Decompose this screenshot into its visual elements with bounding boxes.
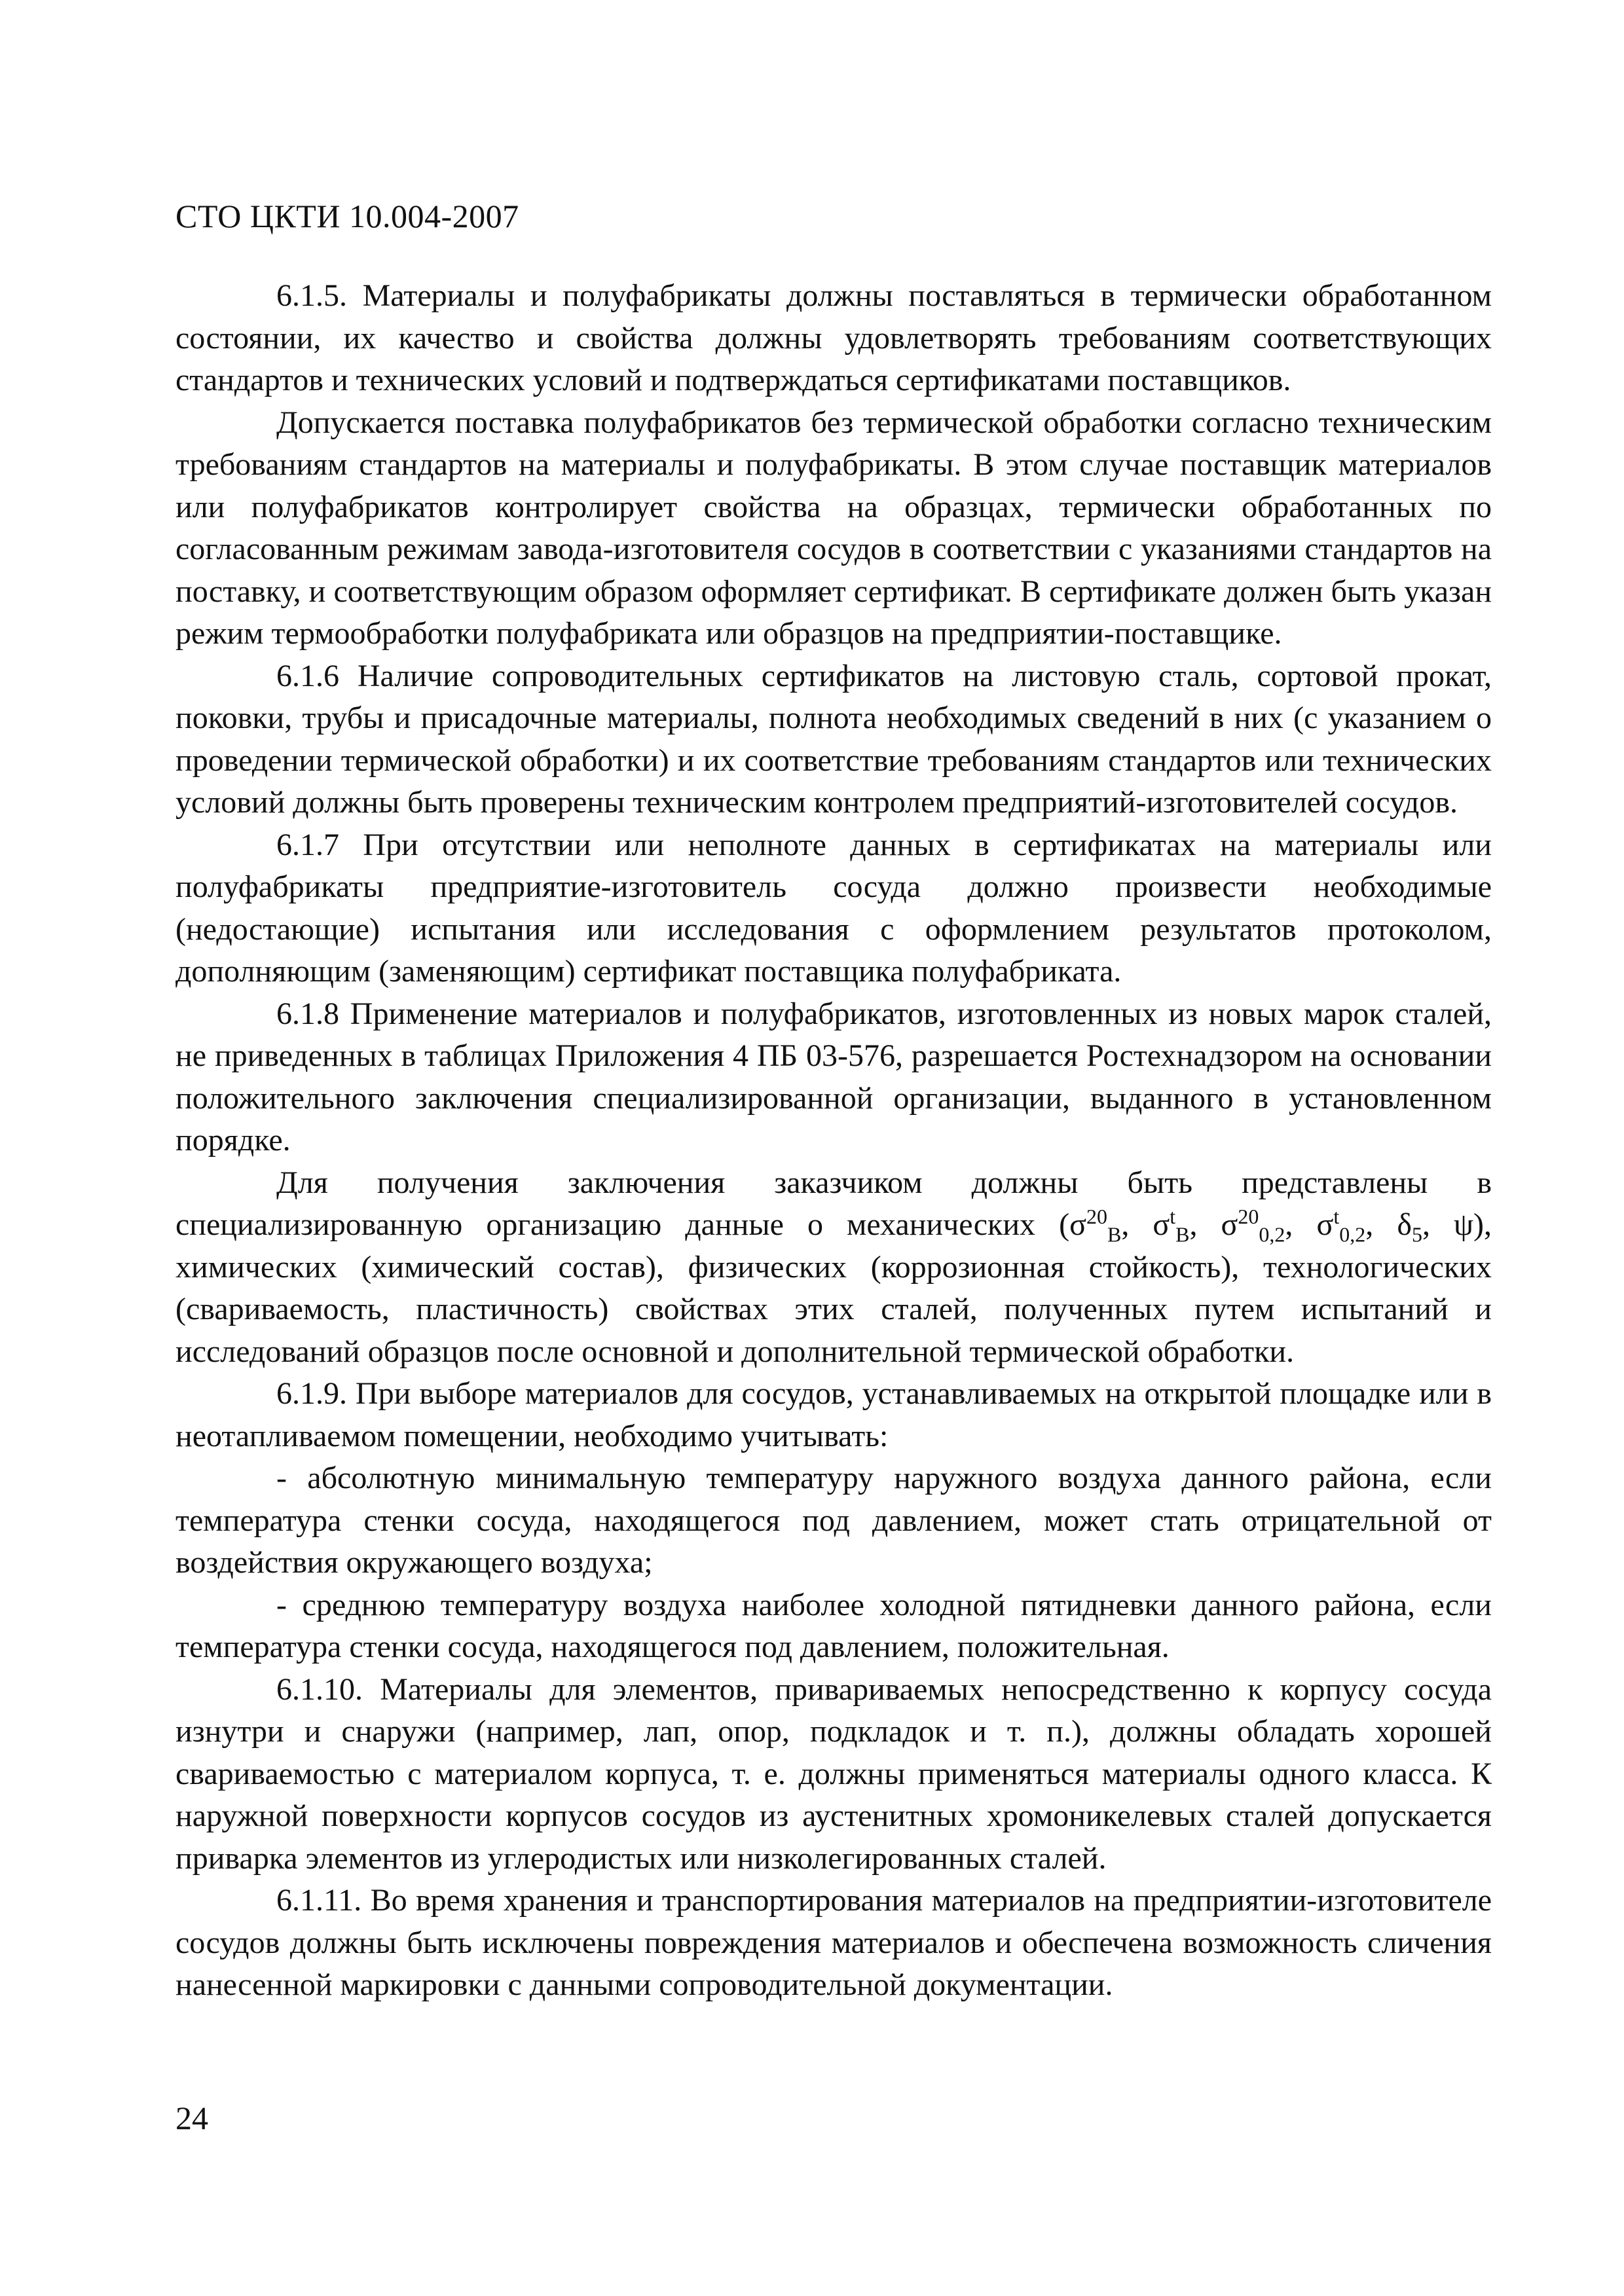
- paragraph-6-1-10: 6.1.10. Материалы для элементов, привариваемых непосредственно к корпусу сосуда изнутри и снаружи (например, лап, опор, подкладок и т. п.), должны обладать хорошей свариваемостью с материалом корпуса, т. е. должны применяться материалы одного класса. К наружной поверхности корпусов сосудов из аустенитных хромоникелевых сталей допускается приварка элементов из углеродистых или низколегированных сталей.: [175, 1671, 1492, 1876]
- list-item-absolute-min-temp: - абсолютную минимальную температуру наружного воздуха данного района, если температура стенки сосуда, находящегося под давлением, может стать отрицательной от воздействия окружающего воздуха;: [175, 1461, 1492, 1580]
- symbol-sigma-20-b: $\sigma^{20}_В$: [1069, 1205, 1122, 1247]
- properties-text-before: Для получения заключения заказчиком должны быть представлены в специализированную организацию данные о механических (: [175, 1165, 1492, 1242]
- symbol-delta-5: $\delta_5$: [1397, 1207, 1422, 1247]
- paragraph-6-1-9: 6.1.9. При выборе материалов для сосудов, устанавливаемых на открытой площадке или в неотапливаемом помещении, необходимо учитывать:: [175, 1376, 1492, 1453]
- document-code-header: СТО ЦКТИ 10.004-2007: [175, 198, 519, 234]
- properties-text-after: ), химических (химический состав), физических (коррозионная стойкость), технологических (свариваемость, пластичность) свойствах этих сталей, полученных путем испытаний и исследований образцов после основной и дополнительной термической обработки.: [175, 1207, 1492, 1369]
- list-item-average-cold-temp: - среднюю температуру воздуха наиболее холодной пятидневки данного района, если температура стенки сосуда, находящегося под давлением, положительная.: [175, 1587, 1492, 1664]
- document-body: [175, 275, 1492, 2007]
- symbol-sigma-t-b: $\sigma^t_В$: [1153, 1205, 1190, 1247]
- symbol-psi: ψ: [1454, 1207, 1474, 1242]
- symbol-sigma-20-02: $\sigma^{20}_{0,2}$: [1221, 1205, 1285, 1247]
- paragraph-6-1-6: 6.1.6 Наличие сопроводительных сертификатов на листовую сталь, сортовой прокат, поковки, трубы и присадочные материалы, полнота необходимых сведений в них (с указанием о проведении термической обработки) и их соответствие требованиям стандартов или технических условий должны быть проверены техническим контролем предприятий-изготовителей сосудов.: [175, 658, 1492, 820]
- paragraph-semifinished-delivery: Допускается поставка полуфабрикатов без термической обработки согласно техническим требованиям стандартов на материалы и полуфабрикаты. В этом случае поставщик материалов или полуфабрикатов контролирует свойства на образцах, термически обработанных по согласованным режимам завода-изготовителя сосудов в соответствии с указаниями стандартов на поставку, и соответствующим образом оформляет сертификат. В сертификате должен быть указан режим термообработки полуфабриката или образцов на предприятии-поставщике.: [175, 405, 1492, 651]
- paragraph-6-1-5: 6.1.5. Материалы и полуфабрикаты должны поставляться в термически обработанном состоянии, их качество и свойства должны удовлетворять требованиям соответствующих стандартов и технических условий и подтверждаться сертификатами поставщиков.: [175, 278, 1492, 397]
- paragraph-6-1-8: 6.1.8 Применение материалов и полуфабрикатов, изготовленных из новых марок сталей, не приведенных в таблицах Приложения 4 ПБ 03-576, разрешается Ростехнадзором на основании положительного заключения специализированной организации, выданного в установленном порядке.: [175, 996, 1492, 1157]
- paragraph-properties-data: Для получения заключения заказчиком должны быть представлены в специализированную организацию данные о механических ($\sigma^{20}_В$, $\sigma^t_В$, $\sigma^{20}_{0,2}$, $\sigma^t_{0,2}$, $\delta_5$, ψ), химических (химический состав), физических (коррозионная стойкость), технологических (свариваемость, пластичность) свойствах этих сталей, полученных путем испытаний и исследований образцов после основной и дополнительной термической обработки.: [175, 1165, 1492, 1369]
- paragraph-6-1-11: 6.1.11. Во время хранения и транспортирования материалов на предприятии-изготовителе сосудов должны быть исключены повреждения материалов и обеспечена возможность сличения нанесенной маркировки с данными сопроводительной документации.: [175, 1883, 1492, 2002]
- paragraph-6-1-7: 6.1.7 При отсутствии или неполноте данных в сертификатах на материалы или полуфабрикаты предприятие-изготовитель сосуда должно произвести необходимые (недостающие) испытания или исследования с оформлением результатов протоколом, дополняющим (заменяющим) сертификат поставщика полуфабриката.: [175, 827, 1492, 989]
- symbol-sigma-t-02: $\sigma^t_{0,2}$: [1316, 1205, 1366, 1247]
- page-number: 24: [175, 2100, 208, 2136]
